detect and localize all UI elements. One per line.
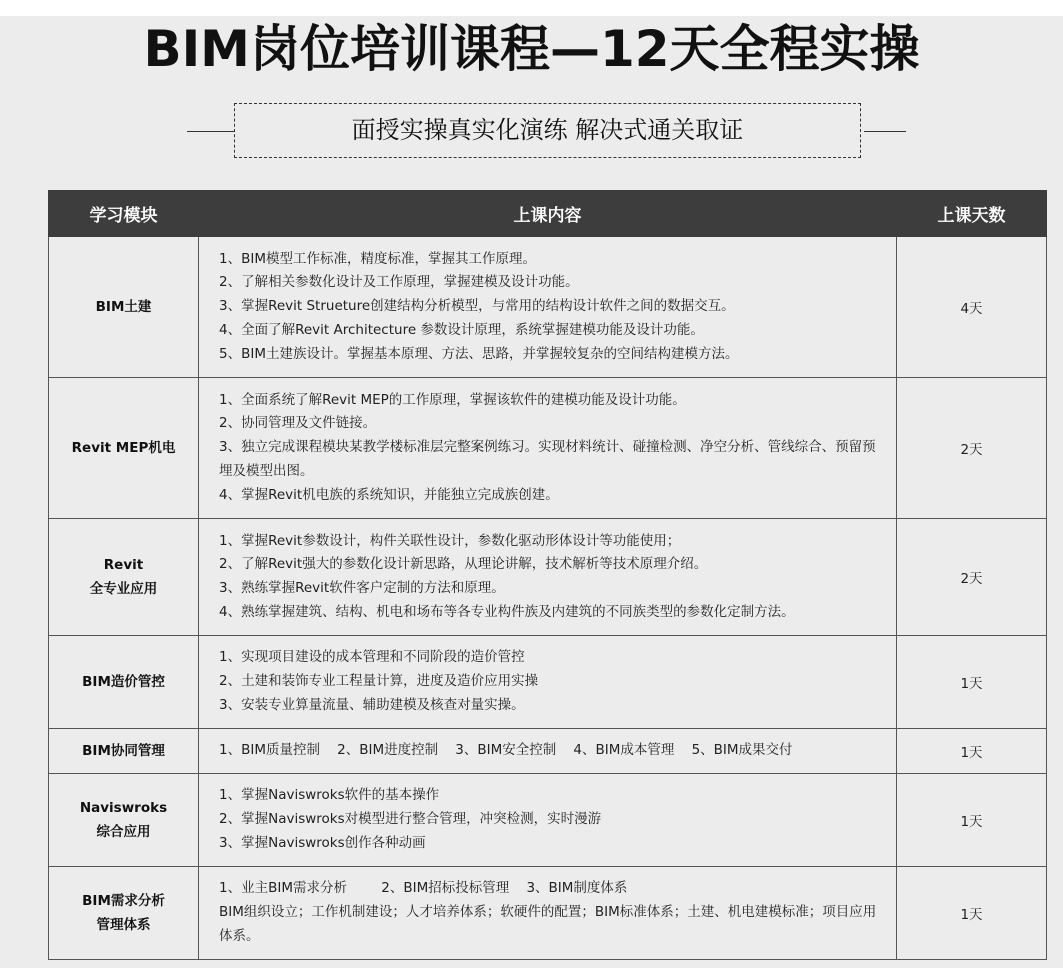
content-line: 1、实现项目建设的成本管理和不同阶段的造价管控 — [219, 649, 525, 666]
content-cell — [199, 636, 897, 729]
table-row — [49, 237, 1047, 378]
table-row — [49, 729, 1047, 774]
content-line: 2、了解Revit强大的参数化设计新思路，从理论讲解，技术解析等技术原理介绍。 — [219, 556, 708, 573]
subtitle-divider-right — [864, 131, 906, 132]
content-line: 1、业主BIM需求分析 2、BIM招标投标管理 3、BIM制度体系 — [219, 880, 628, 897]
module-name: 全专业应用 — [89, 581, 158, 597]
content-line: 2、了解相关参数化设计及工作原理，掌握建模及设计功能。 — [219, 274, 579, 291]
column-header-module: 学习模块 — [49, 191, 199, 237]
content-line: 1、掌握Revit参数设计，构件关联性设计，参数化驱动形体设计等功能使用； — [219, 532, 681, 549]
module-cell — [49, 729, 199, 774]
content-cell — [199, 867, 897, 960]
content-line: 2、协同管理及文件链接。 — [219, 415, 377, 432]
content-cell — [199, 237, 897, 378]
subtitle-box: 面授实操真实化演练 解决式通关取证 — [234, 103, 861, 158]
content-line: 3、安装专业算量流量、辅助建模及核查对量实操。 — [219, 696, 525, 713]
content-line: 4、熟练掌握建筑、结构、机电和场布等各专业构件族及内建筑的不同族类型的参数化定制方法。 — [219, 603, 795, 620]
column-header-days: 上课天数 — [897, 191, 1047, 237]
module-cell — [49, 519, 199, 636]
content-line: BIM组织设立；工作机制建设；人才培养体系；软硬件的配置；BIM标准体系；土建、机电建模标准；项目应用体系。 — [219, 904, 877, 944]
days-cell: 4天 — [897, 237, 1047, 378]
module-name: BIM协同管理 — [82, 743, 165, 759]
days-cell: 2天 — [897, 519, 1047, 636]
content-line: 5、BIM土建族设计。掌握基本原理、方法、思路，并掌握较复杂的空间结构建模方法。 — [219, 345, 739, 362]
table-row — [49, 378, 1047, 519]
days-cell: 1天 — [897, 867, 1047, 960]
module-name: BIM造价管控 — [82, 674, 165, 690]
content-line: 1、掌握Naviswroks软件的基本操作 — [219, 787, 440, 804]
days-cell: 1天 — [897, 636, 1047, 729]
module-name: BIM土建 — [95, 299, 152, 315]
content-line: 4、掌握Revit机电族的系统知识，并能独立完成族创建。 — [219, 486, 559, 503]
content-cell — [199, 519, 897, 636]
module-name: 综合应用 — [96, 824, 151, 840]
table-row — [49, 519, 1047, 636]
content-line: 4、全面了解Revit Architecture 参数设计原理，系统掌握建模功能及设计功能。 — [219, 321, 704, 338]
content-cell — [199, 378, 897, 519]
module-cell — [49, 237, 199, 378]
table-row — [49, 636, 1047, 729]
content-line: 1、全面系统了解Revit MEP的工作原理，掌握该软件的建模功能及设计功能。 — [219, 391, 686, 408]
module-name: 管理体系 — [96, 917, 151, 933]
table-row — [49, 867, 1047, 960]
module-name: BIM需求分析 — [82, 893, 165, 909]
table-header-row — [49, 191, 1047, 237]
content-line: 1、BIM质量控制 2、BIM进度控制 3、BIM安全控制 4、BIM成本管理 5、BIM成果交付 — [219, 742, 793, 759]
page-title: BIM岗位培训课程—12天全程实操 — [143, 20, 920, 78]
content-line: 1、BIM模型工作标准，精度标准，掌握其工作原理。 — [219, 250, 536, 267]
days-cell: 2天 — [897, 378, 1047, 519]
column-header-content: 上课内容 — [199, 191, 897, 237]
module-cell — [49, 636, 199, 729]
content-line: 3、熟练掌握Revit软件客户定制的方法和原理。 — [219, 580, 505, 596]
module-name: Revit — [103, 557, 144, 573]
content-line: 3、掌握Revit Strueture创建结构分析模型，与常用的结构设计软件之间的数据交互。 — [219, 298, 735, 315]
content-line: 2、掌握Naviswroks对模型进行整合管理，冲突检测，实时漫游 — [219, 811, 602, 828]
content-line: 2、土建和装饰专业工程量计算，进度及造价应用实操 — [219, 673, 539, 690]
module-name: Revit MEP机电 — [71, 440, 176, 456]
module-cell — [49, 378, 199, 519]
days-cell: 1天 — [897, 774, 1047, 867]
content-line: 3、独立完成课程模块某教学楼标准层完整案例练习。实现材料统计、碰撞检测、净空分析、管线综合、预留预埋及模型出图。 — [219, 439, 876, 479]
course-table — [48, 190, 1047, 960]
module-cell — [49, 774, 199, 867]
module-name: Naviswroks — [79, 800, 168, 816]
content-cell — [199, 729, 897, 774]
content-cell — [199, 774, 897, 867]
module-cell — [49, 867, 199, 960]
days-cell: 1天 — [897, 729, 1047, 774]
content-line: 3、掌握Naviswroks创作各种动画 — [219, 834, 426, 851]
table-row — [49, 774, 1047, 867]
subtitle-divider-left — [187, 131, 235, 132]
